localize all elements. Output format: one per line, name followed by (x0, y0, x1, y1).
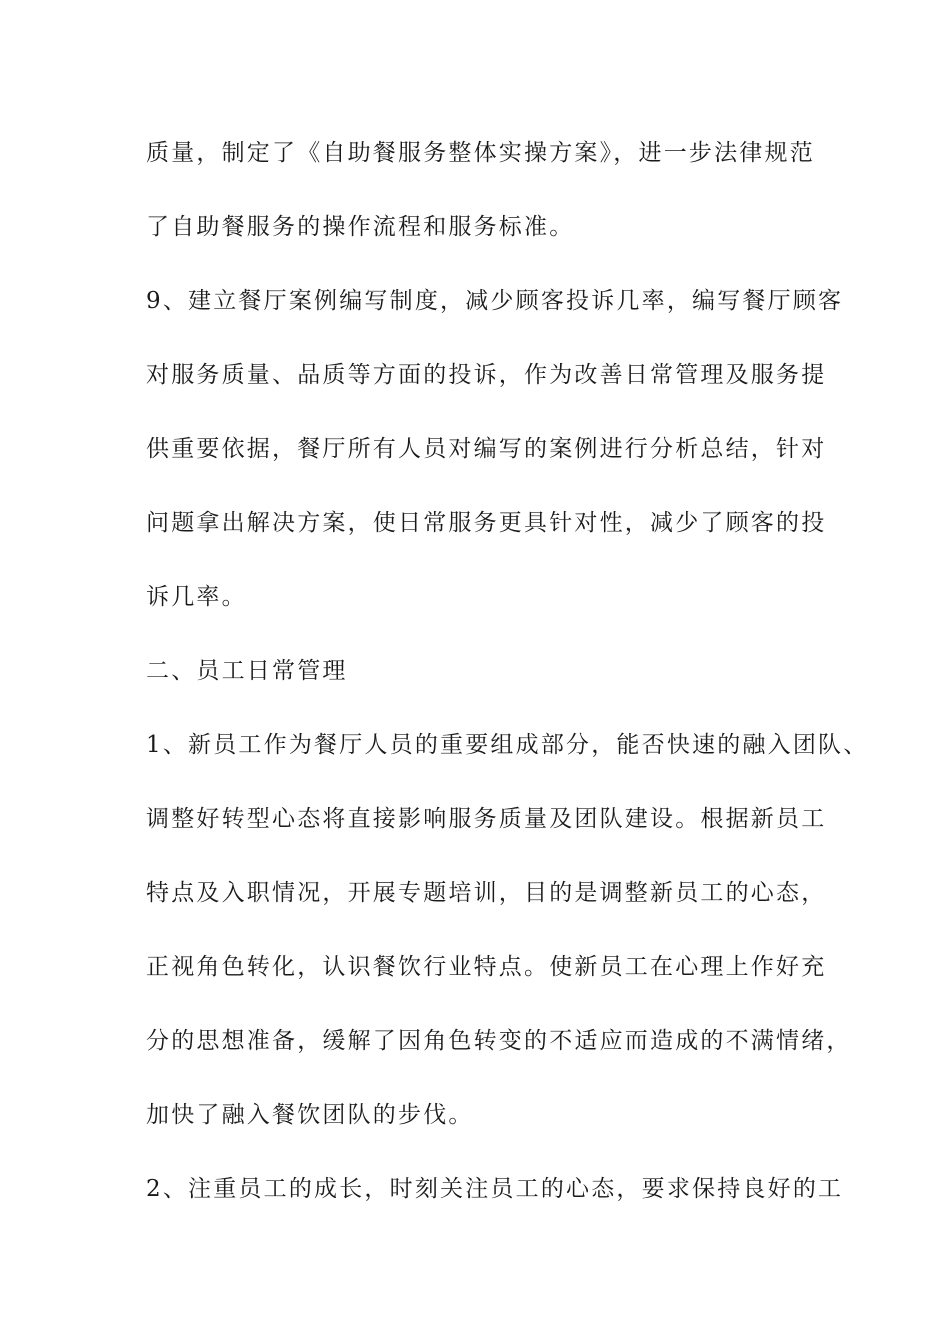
text-line-15: 2、注重员工的成长，时刻关注员工的心态，要求保持良好的工 (146, 1176, 844, 1202)
text-line-4: 对服务质量、品质等方面的投诉，作为改善日常管理及服务提 (146, 362, 827, 388)
text-line-13: 分的思想准备，缓解了因角色转变的不适应而造成的不满情绪， (146, 1028, 852, 1054)
section-heading: 二、员工日常管理 (146, 658, 348, 684)
text-line-1: 质量，制定了《自助餐服务整体实操方案》，进一步法律规范 (146, 140, 815, 166)
text-line-2: 了自助餐服务的操作流程和服务标准。 (146, 214, 575, 240)
text-line-7: 诉几率。 (146, 584, 247, 610)
text-line-5: 供重要依据，餐厅所有人员对编写的案例进行分析总结，针对 (146, 436, 827, 462)
text-line-12: 正视角色转化，认识餐饮行业特点。使新员工在心理上作好充 (146, 954, 827, 980)
text-line-6: 问题拿出解决方案，使日常服务更具针对性，减少了顾客的投 (146, 510, 827, 536)
text-line-14: 加快了融入餐饮团队的步伐。 (146, 1102, 474, 1128)
text-line-9: 1、新员工作为餐厅人员的重要组成部分，能否快速的融入团队、 (146, 732, 869, 758)
text-line-3: 9、建立餐厅案例编写制度，减少顾客投诉几率，编写餐厅顾客 (146, 288, 844, 314)
text-line-10: 调整好转型心态将直接影响服务质量及团队建设。根据新员工 (146, 806, 827, 832)
text-line-11: 特点及入职情况，开展专题培训，目的是调整新员工的心态， (146, 880, 827, 906)
